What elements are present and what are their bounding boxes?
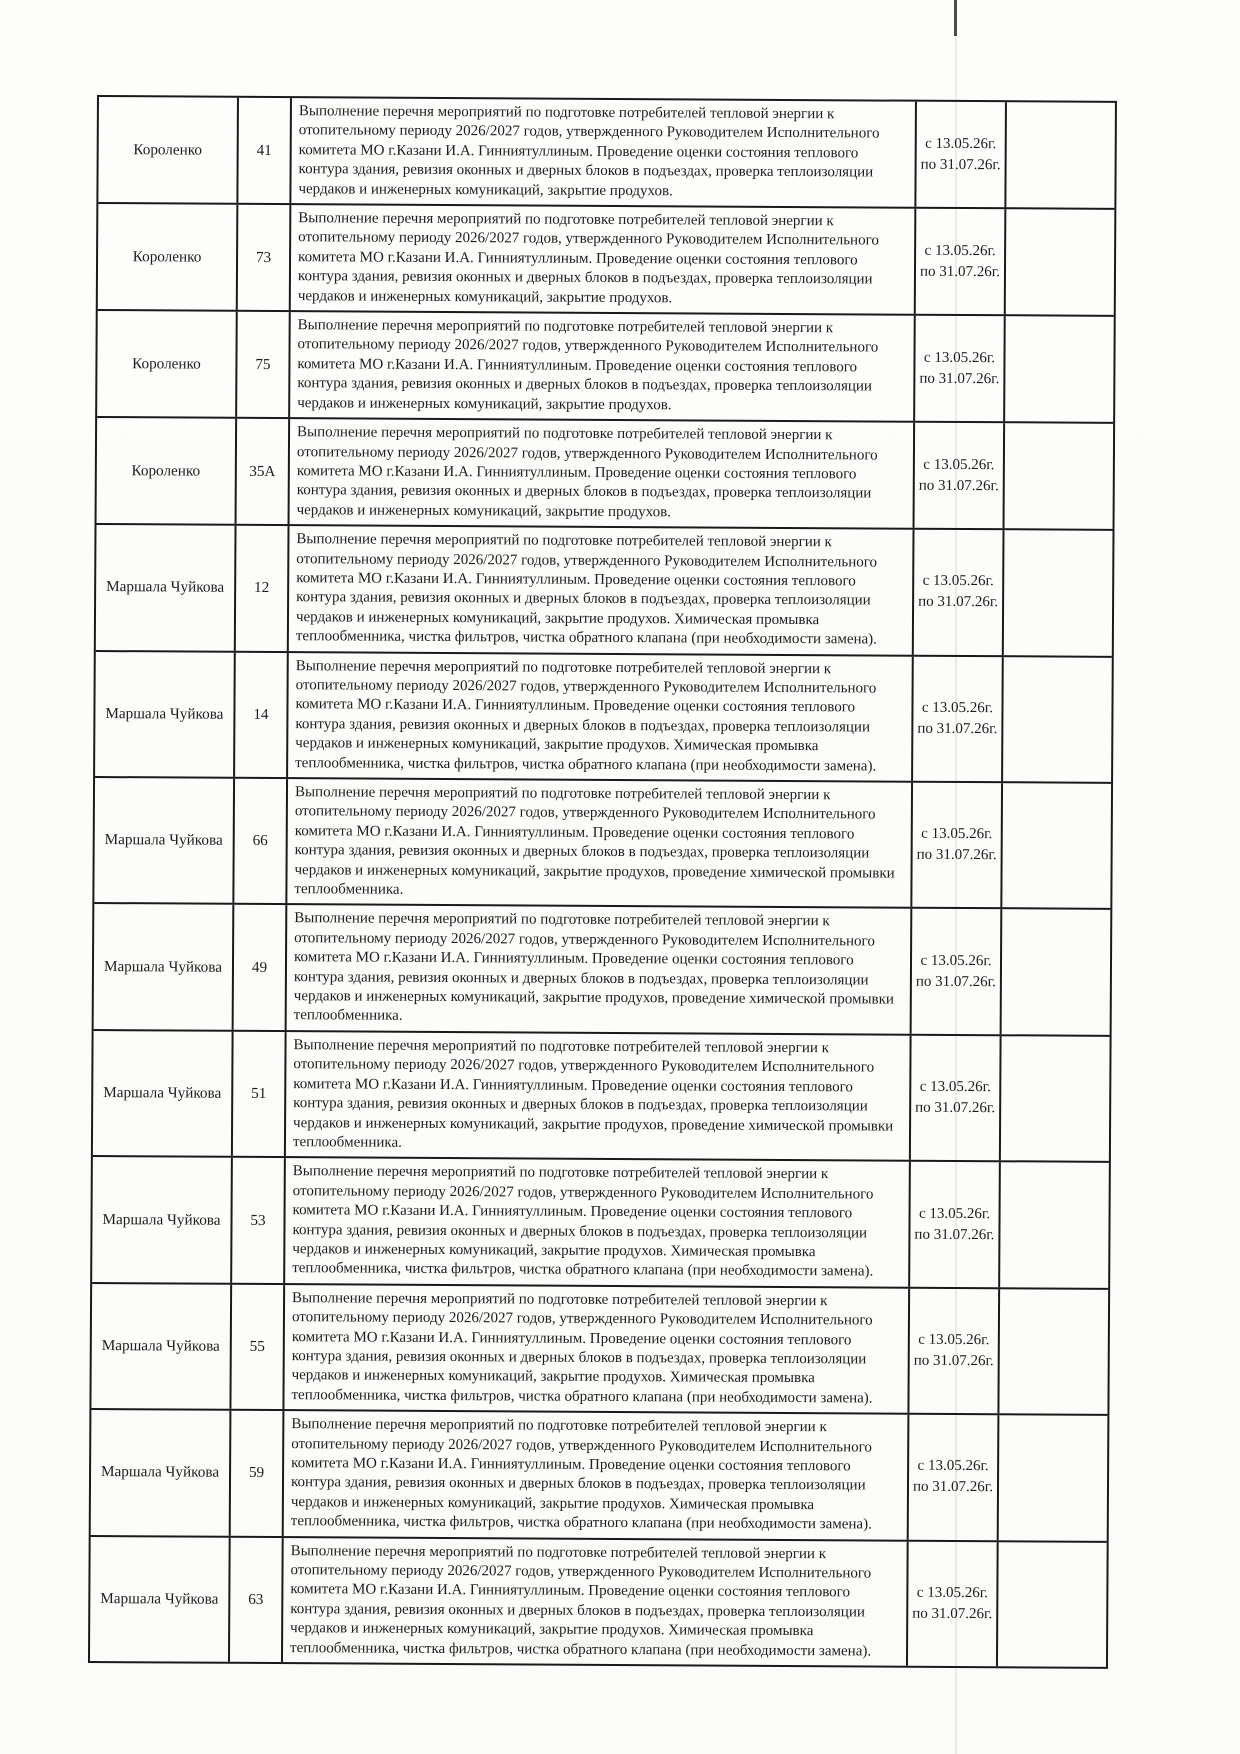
notes-empty-cell bbox=[999, 1415, 1108, 1540]
notes-empty-cell bbox=[998, 1542, 1107, 1667]
street-cell: Маршала Чуйкова bbox=[91, 1410, 232, 1535]
house-number-cell: 53 bbox=[232, 1158, 286, 1283]
house-number-cell: 59 bbox=[231, 1411, 285, 1536]
works-description-cell: Выполнение перечня мероприятий по подготовке потребителей тепловой энергии к отопительному периоду 2026/2027 годов, утвержденного Руководителем Исполнительного комитета МО г.Казани И.А. Гинниятуллиным. Проведение оценки состояния теплового контура здания, ревизия оконных и дверных блоков в подъездах, проверка теплоизоляции чердаков и инженерных комуникаций, закрытие продухов. bbox=[290, 312, 916, 421]
table-row bbox=[92, 1155, 1109, 1287]
notes-empty-cell bbox=[1006, 102, 1115, 208]
period-from-label: с 13.05.26г. bbox=[916, 1584, 988, 1601]
table-row bbox=[91, 1282, 1108, 1414]
period-from-label: с 13.05.26г. bbox=[923, 456, 995, 473]
period-to-label: по 31.07.26г. bbox=[915, 1099, 996, 1117]
street-cell: Маршала Чуйкова bbox=[90, 1537, 231, 1662]
period-from-label: с 13.05.26г. bbox=[925, 135, 997, 152]
works-description-cell: Выполнение перечня мероприятий по подготовке потребителей тепловой энергии к отопительному периоду 2026/2027 годов, утвержденного Руководителем Исполнительного комитета МО г.Казани И.А. Гинниятуллиным. Проведение оценки состояния теплового контура здания, ревизия оконных и дверных блоков в подъездах, проверка теплоизоляции чердаков и инженерных комуникаций, закрытие продухов, проведение химической промывки теплообменника. bbox=[286, 1032, 912, 1160]
period-to-label: по 31.07.26г. bbox=[919, 263, 1001, 280]
period-cell bbox=[910, 1162, 1001, 1287]
street-cell: Короленко bbox=[98, 97, 239, 203]
house-number-cell: 55 bbox=[231, 1285, 285, 1410]
period-cell bbox=[915, 316, 1006, 422]
period-cell bbox=[912, 909, 1003, 1034]
table-row bbox=[94, 776, 1111, 908]
maintenance-schedule-table bbox=[88, 95, 1117, 1669]
street-cell: Маршала Чуйкова bbox=[94, 904, 235, 1029]
period-cell bbox=[909, 1415, 1000, 1540]
period-from-label: с 13.05.26г. bbox=[918, 1331, 990, 1349]
house-number-cell: 14 bbox=[235, 652, 289, 777]
table-row bbox=[98, 97, 1115, 208]
table-row bbox=[96, 523, 1113, 655]
notes-empty-cell bbox=[1005, 316, 1114, 422]
period-cell bbox=[915, 423, 1006, 529]
period-to-label: по 31.07.26г. bbox=[917, 720, 998, 737]
period-to-label: по 31.07.26г. bbox=[912, 1479, 994, 1496]
street-cell: Маршала Чуйкова bbox=[94, 778, 235, 903]
period-from-label: с 13.05.26г. bbox=[922, 573, 994, 590]
notes-empty-cell bbox=[1004, 530, 1113, 655]
street-cell: Короленко bbox=[97, 311, 238, 417]
period-cell bbox=[913, 656, 1004, 781]
works-description-cell: Выполнение перечня мероприятий по подготовке потребителей тепловой энергии к отопительному периоду 2026/2027 годов, утвержденного Руководителем Исполнительного комитета МО г.Казани И.А. Гинниятуллиным. Проведение оценки состояния теплового контура здания, ревизия оконных и дверных блоков в подъездах, проверка теплоизоляции чердаков и инженерных комуникаций, закрытие продухов. Химическая промывка теплообменника, чистка фильтров, чистка обратного клапана (при необходимости замена). bbox=[284, 1285, 910, 1413]
works-description-cell: Выполнение перечня мероприятий по подготовке потребителей тепловой энергии к отопительному периоду 2026/2027 годов, утвержденного Руководителем Исполнительного комитета МО г.Казани И.А. Гинниятуллиным. Проведение оценки состояния теплового контура здания, ревизия оконных и дверных блоков в подъездах, проверка теплоизоляции чердаков и инженерных комуникаций, закрытие продухов, проведение химической промывки теплообменника. bbox=[287, 906, 913, 1034]
street-cell: Короленко bbox=[97, 418, 238, 524]
street-cell: Маршала Чуйкова bbox=[93, 1031, 234, 1156]
works-description-cell: Выполнение перечня мероприятий по подготовке потребителей тепловой энергии к отопительному периоду 2026/2027 годов, утвержденного Руководителем Исполнительного комитета МО г.Казани И.А. Гинниятуллиным. Проведение оценки состояния теплового контура здания, ревизия оконных и дверных блоков в подъездах, проверка теплоизоляции чердаков и инженерных комуникаций, закрытие продухов. bbox=[290, 419, 916, 528]
period-cell bbox=[909, 1288, 1000, 1413]
period-from-label: с 13.05.26г. bbox=[921, 699, 994, 716]
period-to-label: по 31.07.26г. bbox=[914, 1226, 995, 1243]
period-to-label: по 31.07.26г. bbox=[920, 156, 1001, 173]
period-from-label: с 13.05.26г. bbox=[921, 825, 993, 843]
period-to-label: по 31.07.26г. bbox=[918, 477, 999, 494]
house-number-cell: 75 bbox=[237, 312, 291, 417]
house-number-cell: 35А bbox=[237, 419, 291, 524]
period-cell bbox=[908, 1541, 999, 1666]
period-from-label: с 13.05.26г. bbox=[919, 1078, 991, 1096]
notes-empty-cell bbox=[1001, 1036, 1110, 1161]
table-row bbox=[93, 1029, 1110, 1161]
street-cell: Маршала Чуйкова bbox=[91, 1284, 232, 1409]
notes-empty-cell bbox=[1006, 209, 1115, 315]
period-from-label: с 13.05.26г. bbox=[918, 1205, 991, 1222]
table-row bbox=[91, 1408, 1108, 1540]
notes-empty-cell bbox=[1000, 1163, 1109, 1288]
period-to-label: по 31.07.26г. bbox=[919, 370, 1000, 387]
street-cell: Маршала Чуйкова bbox=[95, 652, 236, 777]
scanner-streak-dark-cap bbox=[954, 0, 957, 36]
notes-empty-cell bbox=[1005, 423, 1114, 529]
works-description-cell: Выполнение перечня мероприятий по подготовке потребителей тепловой энергии к отопительному периоду 2026/2027 годов, утвержденного Руководителем Исполнительного комитета МО г.Казани И.А. Гинниятуллиным. Проведение оценки состояния теплового контура здания, ревизия оконных и дверных блоков в подъездах, проверка теплоизоляции чердаков и инженерных комуникаций, закрытие продухов. Химическая промывка теплообменника, чистка фильтров, чистка обратного клапана (при необходимости замена). bbox=[289, 526, 915, 654]
notes-empty-cell bbox=[1003, 657, 1112, 782]
street-cell: Короленко bbox=[98, 204, 239, 310]
table-row bbox=[90, 1535, 1107, 1667]
period-from-label: с 13.05.26г. bbox=[917, 1458, 989, 1475]
period-cell bbox=[916, 102, 1007, 208]
period-cell bbox=[914, 530, 1005, 655]
notes-empty-cell bbox=[999, 1289, 1108, 1414]
house-number-cell: 73 bbox=[238, 205, 292, 310]
house-number-cell: 66 bbox=[234, 779, 288, 904]
house-number-cell: 41 bbox=[238, 98, 292, 203]
period-cell bbox=[911, 1036, 1002, 1161]
period-to-label: по 31.07.26г. bbox=[912, 1605, 993, 1623]
period-to-label: по 31.07.26г. bbox=[913, 1352, 994, 1370]
table-row bbox=[98, 202, 1115, 315]
period-from-label: с 13.05.26г. bbox=[923, 349, 996, 366]
period-from-label: с 13.05.26г. bbox=[920, 952, 992, 969]
period-to-label: по 31.07.26г. bbox=[918, 594, 999, 611]
house-number-cell: 51 bbox=[233, 1032, 287, 1157]
notes-empty-cell bbox=[1002, 910, 1111, 1035]
street-cell: Маршала Чуйкова bbox=[92, 1157, 233, 1282]
period-to-label: по 31.07.26г. bbox=[915, 973, 996, 990]
works-description-cell: Выполнение перечня мероприятий по подготовке потребителей тепловой энергии к отопительному периоду 2026/2027 годов, утвержденного Руководителем Исполнительного комитета МО г.Казани И.А. Гинниятуллиным. Проведение оценки состояния теплового контура здания, ревизия оконных и дверных блоков в подъездах, проверка теплоизоляции чердаков и инженерных комуникаций, закрытие продухов. Химическая промывка теплообменника, чистка фильтров, чистка обратного клапана (при необходимости замена). bbox=[284, 1411, 910, 1539]
works-description-cell: Выполнение перечня мероприятий по подготовке потребителей тепловой энергии к отопительному периоду 2026/2027 годов, утвержденного Руководителем Исполнительного комитета МО г.Казани И.А. Гинниятуллиным. Проведение оценки состояния теплового контура здания, ревизия оконных и дверных блоков в подъездах, проверка теплоизоляции чердаков и инженерных комуникаций, закрытие продухов. Химическая промывка теплообменника, чистка фильтров, чистка обратного клапана (при необходимости замена). bbox=[288, 653, 914, 781]
notes-empty-cell bbox=[1002, 783, 1111, 908]
table-row bbox=[95, 650, 1112, 782]
table-row bbox=[97, 416, 1114, 529]
works-description-cell: Выполнение перечня мероприятий по подготовке потребителей тепловой энергии к отопительному периоду 2026/2027 годов, утвержденного Руководителем Исполнительного комитета МО г.Казани И.А. Гинниятуллиным. Проведение оценки состояния теплового контура здания, ревизия оконных и дверных блоков в подъездах, проверка теплоизоляции чердаков и инженерных комуникаций, закрытие продухов. Химическая промывка теплообменника, чистка фильтров, чистка обратного клапана (при необходимости замена). bbox=[283, 1538, 909, 1666]
house-number-cell: 49 bbox=[234, 905, 288, 1030]
works-description-cell: Выполнение перечня мероприятий по подготовке потребителей тепловой энергии к отопительному периоду 2026/2027 годов, утвержденного Руководителем Исполнительного комитета МО г.Казани И.А. Гинниятуллиным. Проведение оценки состояния теплового контура здания, ревизия оконных и дверных блоков в подъездах, проверка теплоизоляции чердаков и инженерных комуникаций, закрытие продухов. bbox=[291, 98, 917, 207]
period-from-label: с 13.05.26г. bbox=[924, 242, 996, 259]
house-number-cell: 12 bbox=[236, 526, 290, 651]
period-cell bbox=[912, 783, 1003, 908]
table-row bbox=[94, 902, 1111, 1034]
period-to-label: по 31.07.26г. bbox=[916, 846, 997, 864]
works-description-cell: Выполнение перечня мероприятий по подготовке потребителей тепловой энергии к отопительному периоду 2026/2027 годов, утвержденного Руководителем Исполнительного комитета МО г.Казани И.А. Гинниятуллиным. Проведение оценки состояния теплового контура здания, ревизия оконных и дверных блоков в подъездах, проверка теплоизоляции чердаков и инженерных комуникаций, закрытие продухов. Химическая промывка теплообменника, чистка фильтров, чистка обратного клапана (при необходимости замена). bbox=[285, 1158, 911, 1286]
street-cell: Маршала Чуйкова bbox=[96, 525, 237, 650]
table-row bbox=[97, 309, 1114, 422]
works-description-cell: Выполнение перечня мероприятий по подготовке потребителей тепловой энергии к отопительному периоду 2026/2027 годов, утвержденного Руководителем Исполнительного комитета МО г.Казани И.А. Гинниятуллиным. Проведение оценки состояния теплового контура здания, ревизия оконных и дверных блоков в подъездах, проверка теплоизоляции чердаков и инженерных комуникаций, закрытие продухов. bbox=[291, 205, 917, 314]
works-description-cell: Выполнение перечня мероприятий по подготовке потребителей тепловой энергии к отопительному периоду 2026/2027 годов, утвержденного Руководителем Исполнительного комитета МО г.Казани И.А. Гинниятуллиным. Проведение оценки состояния теплового контура здания, ревизия оконных и дверных блоков в подъездах, проверка теплоизоляции чердаков и инженерных комуникаций, закрытие продухов, проведение химической промывки теплообменника. bbox=[287, 779, 913, 907]
house-number-cell: 63 bbox=[230, 1537, 284, 1662]
period-cell bbox=[916, 209, 1007, 315]
